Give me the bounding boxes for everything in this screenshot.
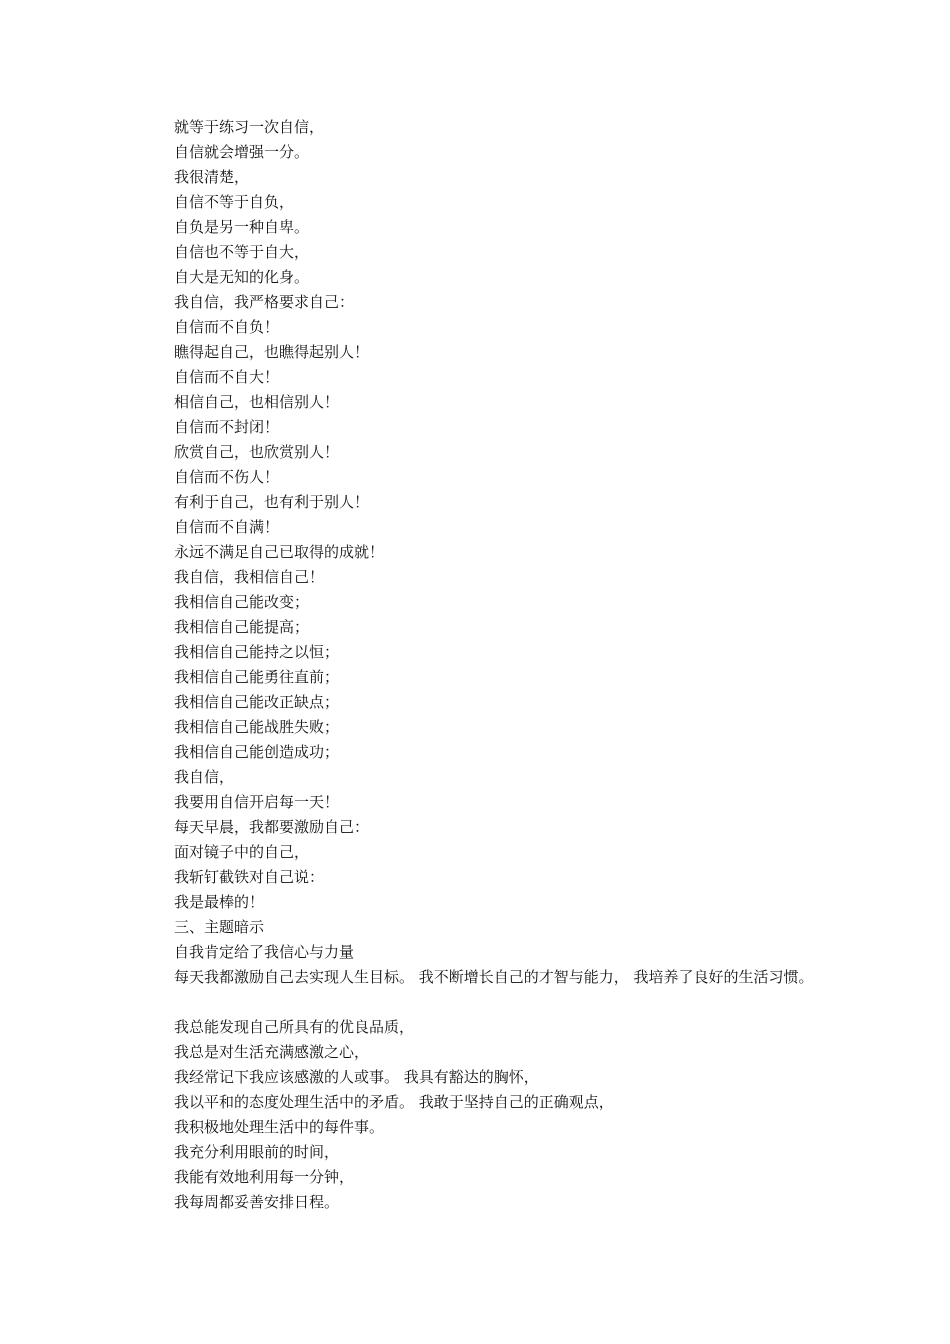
section-heading: 三、主题暗示 xyxy=(174,918,265,936)
text-line: 每天早晨，我都要激励自己： xyxy=(174,818,370,836)
text-line: 我积极地处理生活中的每件事。 xyxy=(174,1118,385,1136)
text-line: 我相信自己能勇往直前； xyxy=(174,668,340,686)
text-line: 自信而不自负！ xyxy=(174,318,280,336)
text-line: 我相信自己能改正缺点； xyxy=(174,693,340,711)
text-line: 欣赏自己，也欣赏别人！ xyxy=(174,443,340,461)
text-line: 自信而不自大！ xyxy=(174,368,280,386)
text-line: 面对镜子中的自己， xyxy=(174,843,310,861)
text-line: 我斩钉截铁对自己说： xyxy=(174,868,325,886)
wrapped-paragraph: 每天我都激励自己去实现人生目标。 我不断增长自己的才智与能力， 我培养了良好的生活习惯。 xyxy=(174,968,814,986)
text-line: 自信而不伤人！ xyxy=(174,468,280,486)
text-line: 我自信，我严格要求自己： xyxy=(174,293,355,311)
text-line: 瞧得起自己，也瞧得起别人！ xyxy=(174,343,370,361)
text-line: 自信就会增强一分。 xyxy=(174,143,310,161)
text-line: 我充分利用眼前的时间， xyxy=(174,1143,340,1161)
text-line: 我相信自己能持之以恒； xyxy=(174,643,340,661)
text-line: 永远不满足自己已取得的成就！ xyxy=(174,543,385,561)
text-line: 我要用自信开启每一天！ xyxy=(174,793,340,811)
text-line: 自信而不自满！ xyxy=(174,518,280,536)
document-text-body xyxy=(140,115,840,1215)
text-line: 我很清楚， xyxy=(174,168,250,186)
text-line: 我是最棒的！ xyxy=(174,893,265,911)
text-line: 自我肯定给了我信心与力量 xyxy=(174,943,355,961)
text-line: 自大是无知的化身。 xyxy=(174,268,310,286)
text-line: 我相信自己能创造成功； xyxy=(174,743,340,761)
text-line: 自信不等于自负， xyxy=(174,193,295,211)
text-line: 我经常记下我应该感激的人或事。 我具有豁达的胸怀， xyxy=(174,1068,539,1086)
text-line: 我相信自己能提高； xyxy=(174,618,310,636)
text-line: 我每周都妥善安排日程。 xyxy=(174,1193,340,1211)
text-line: 有利于自己，也有利于别人！ xyxy=(174,493,370,511)
text-line: 自信而不封闭！ xyxy=(174,418,280,436)
text-line: 自信也不等于自大， xyxy=(174,243,310,261)
text-line: 相信自己，也相信别人！ xyxy=(174,393,340,411)
text-line: 我相信自己能改变； xyxy=(174,593,310,611)
text-line: 我总是对生活充满感激之心， xyxy=(174,1043,370,1061)
text-line: 我总能发现自己所具有的优良品质， xyxy=(174,1018,415,1036)
text-line: 我自信， xyxy=(174,768,235,786)
text-line: 就等于练习一次自信， xyxy=(174,118,325,136)
text-line: 我能有效地利用每一分钟， xyxy=(174,1168,355,1186)
text-line: 我相信自己能战胜失败； xyxy=(174,718,340,736)
text-line: 我以平和的态度处理生活中的矛盾。 我敢于坚持自己的正确观点， xyxy=(174,1093,614,1111)
text-line: 自负是另一种自卑。 xyxy=(174,218,310,236)
text-line: 我自信，我相信自己！ xyxy=(174,568,325,586)
